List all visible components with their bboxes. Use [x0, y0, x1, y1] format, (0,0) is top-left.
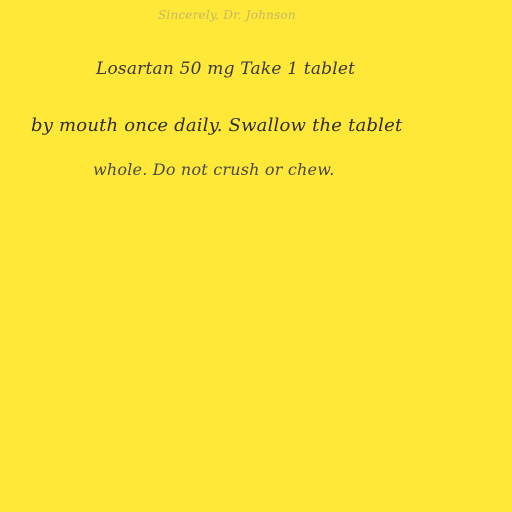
medication-line-3: whole. Do not crush or chew. [93, 160, 335, 179]
medication-line-1: Losartan 50 mg Take 1 tablet [96, 59, 356, 79]
medication-line-2: by mouth once daily. Swallow the tablet [31, 115, 403, 136]
faint-signature-note: Sincerely, Dr. Johnson [158, 8, 296, 22]
